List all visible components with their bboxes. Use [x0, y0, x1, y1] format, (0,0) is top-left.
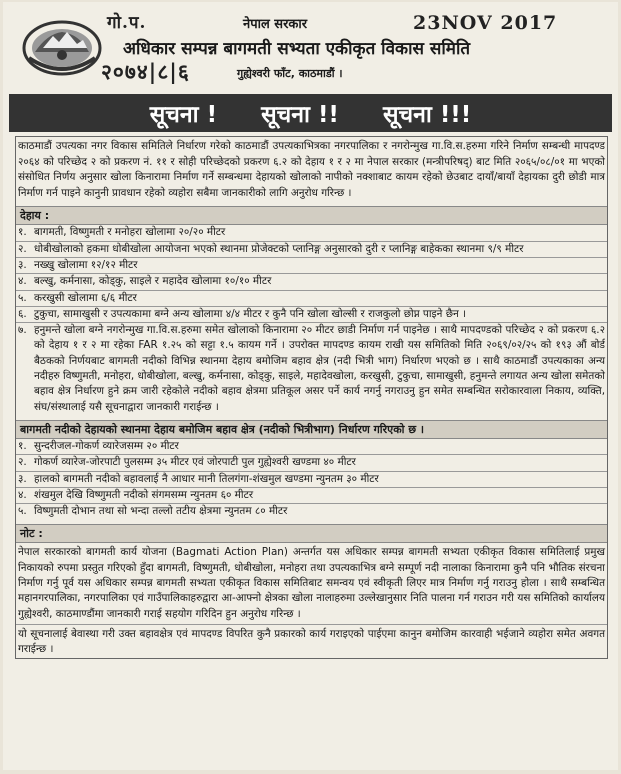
notice-banner: [9, 94, 612, 132]
section-2-list: [16, 439, 607, 519]
nepal-emblem-icon: [21, 18, 103, 76]
section-2-title: बागमती नदीको देहायको स्थानमा देहाय बमोजिम बहाव क्षेत्र (नदीको भित्रीभाग) निर्धारण गरिएको छ ।: [16, 420, 607, 439]
list-item: ३. हालको बागमती नदीको बहावलाई नै आधार मानी तिलगंगा-शंखमुल खण्डमा न्युनतम ३० मीटर: [16, 472, 607, 488]
banner-notice-1: सूचना !: [149, 102, 218, 128]
list-item: १. बागमती, विष्णुमती र मनोहरा खोलामा २०/२० मीटर: [16, 225, 607, 241]
list-item: २. धोबीखोलाको हकमा धोबीखोला आयोजना भएको स्थानमा प्रोजेक्टको प्लानिङ्ग अनुसारको दुरी र प्लानिङ्ग बाहेकका स्थानमा ९/९ मीटर: [16, 242, 607, 258]
handwritten-date: 23NOV 2017: [413, 12, 558, 34]
list-item: ४. शंखमुल देखि विष्णुमती नदीको संगमसम्म न्युनतम ६० मीटर: [16, 488, 607, 504]
organization-title: अधिकार सम्पन्न बागमती सभ्यता एकीकृत विकास समिति: [123, 39, 471, 59]
list-item: २. गोकर्ण व्यारेज-जोरपाटी पुलसम्म ३५ मीटर एवं जोरपाटी पुल गुह्येश्वरी खण्डमा ४० मीटर: [16, 455, 607, 471]
banner-notice-3: सूचना !!!: [382, 102, 472, 128]
list-item: ५. विष्णुमती दोभान तथा सो भन्दा तल्लो तटीय क्षेत्रमा न्युनतम ८० मीटर: [18, 505, 288, 518]
note-paragraph-2: यो सूचनालाई बेवास्था गरी उक्त बहावक्षेत्र एवं मापदण्ड विपरित कुनै प्रकारको कार्य गराइएको पाईएमा कानुन बमोजिम कारवाही भईजाने व्यहोरा समेत अवगत गराईन्छ ।: [16, 624, 607, 658]
notice-body: [15, 136, 608, 659]
handwritten-reference: २०७४|८|६: [101, 59, 190, 84]
government-label: नेपाल सरकार: [243, 17, 308, 32]
intro-paragraph: काठमाडौं उपत्यका नगर विकास समितिले निर्धारण गरेको काठमाडौं उपत्यकाभित्रका नगरपालिका र नगरोन्मुख गा.वि.स.हरुमा गरिने निर्माण सम्बन्धी मापदण्ड २०६४ को परिच्छेद २ को प्रकरण नं. ११ र सोही परिच्छेदको प्रकरण ६.२ को देहाय १ र २ मा नेपाल सरकार (मन्त्रीपरिषद्) बाट मिति २०६५/०८/०१ मा भएको संसोधित निर्णय अनुसार खोला किनारामा निर्माण गर्ने सम्बन्धमा देहायको खोलाको नापीको नक्शाबाट कायम रहेको छेउबाट दायाँ/बायाँ देहायका दुरी छोडी मात्र निर्माण गर्न पाइने कानुनी प्रावधान रहेको व्यहोरा सबैमा जानकारीको लागि अनुरोध गरिन्छ ।: [18, 140, 605, 199]
note-title: नोट :: [16, 524, 607, 543]
section-1-list: [16, 225, 607, 415]
list-item: ५. करखुसी खोलामा ६/६ मीटर: [16, 291, 607, 307]
list-item: ४. बल्खु, कर्मनासा, कोड्कु, साइले र महादेव खोलामा १०/१० मीटर: [16, 274, 607, 290]
organization-address: गुह्येश्वरी फाँट, काठमाडौं ।: [237, 67, 343, 80]
notice-page: [3, 2, 618, 770]
list-item: ६. टुकुचा, सामाखुसी र उपत्यकामा बग्ने अन्य खोलामा ४/४ मीटर र कुनै पनि खोला खोल्सी र राजकुलो छोप्न पाइने छैन ।: [16, 307, 607, 323]
banner-notice-2: सूचना !!: [261, 102, 339, 128]
list-item: ३. नख्खु खोलामा १२/१२ मीटर: [16, 258, 607, 274]
notice-header: [15, 6, 608, 92]
list-item: १. सुन्दरीजल-गोकर्ण व्यारेजसम्म २० मीटर: [16, 439, 607, 455]
list-item: ७. हनुमन्ते खोला बग्ने नगरोन्मुख गा.वि.स.हरुमा समेत खोलाको किनारामा २० मीटर छाडी निर्माण गर्न पाइनेछ । साथै मापदण्डको परिच्छेद २ को प्रकरण ६.२ को देहाय १ र २ मा रहेका FAR १.२५ को सट्टा १.५ कायम गर्ने । उपरोक्त मापदण्ड कायम राखी यस समितिको मिति २०६९/०२/२५ को १९३ औं बोर्ड बैठकको निर्णयबाट बागमती नदीको विभिन्न स्थानमा देहाय बमोजिम बहाव क्षेत्र (नदी भित्री भाग) निर्धारण भएको छ । साथै काठमाडौं उपत्यकाका अन्य नदीहरु विष्णुमती, मनोहरा, धोबीखोला, बल्खु, कर्मनासा, कोड्कु, साइले, महादेवखोला, करखुसी, टुकुचा, सामाखुसी, हनुमन्ते लगायत अन्य खोला समेतको बहाव क्षेत्र निर्धारण हुने क्रम जारी रहेकोले नदीको बहाव क्षेत्रमा प्रतिकूल असर पर्ने कार्य नगर्नु नगराउनु हुन समेत सम्बन्धित सरोकारवाला निकाय, व्यक्ति, संघ/संस्थालाई यसै सूचनाद्वारा जानकारी गराईन्छ ।: [18, 324, 605, 413]
note-paragraph-1: नेपाल सरकारको बागमती कार्य योजना (Bagmati Action Plan) अन्तर्गत यस अधिकार सम्पन्न बागमती सभ्यता एकीकृत विकास समितिलाई प्रमुख निकायको रुपमा प्रस्तुत गरिएको हुँदा बागमती, विष्णुमती, धोबीखोला, मनोहरा तथा उपत्यकाभित्र बग्ने सम्पूर्ण नदी नालाका किनारामा कुनै पनि भौतिक संरचना निर्माण गर्नु पूर्व यस अधिकार सम्पन्न बागमती सभ्यता एकीकृत विकास समितिबाट समन्वय एवं स्वीकृती लिएर मात्र निर्माण गर्नु गराउनु होला । साथै सम्बन्धित महानगरपालिका, नगरपालिका एवं गाउँपालिकाहरुद्वारा आ-आफ्नो क्षेत्रका खोला नालाहरुमा उल्लेखानुसार निति पालना गर्न गराउन गरी यस समितिको कार्यालय गुह्येश्वरी, काठमाण्डौंमा जानकारी गराई सहयोग गरिदिन हुन अनुरोध गरिन्छ ।: [18, 546, 605, 620]
handwritten-annotation-top: गो.प.: [107, 13, 147, 33]
section-1-title: देहाय :: [16, 206, 607, 225]
